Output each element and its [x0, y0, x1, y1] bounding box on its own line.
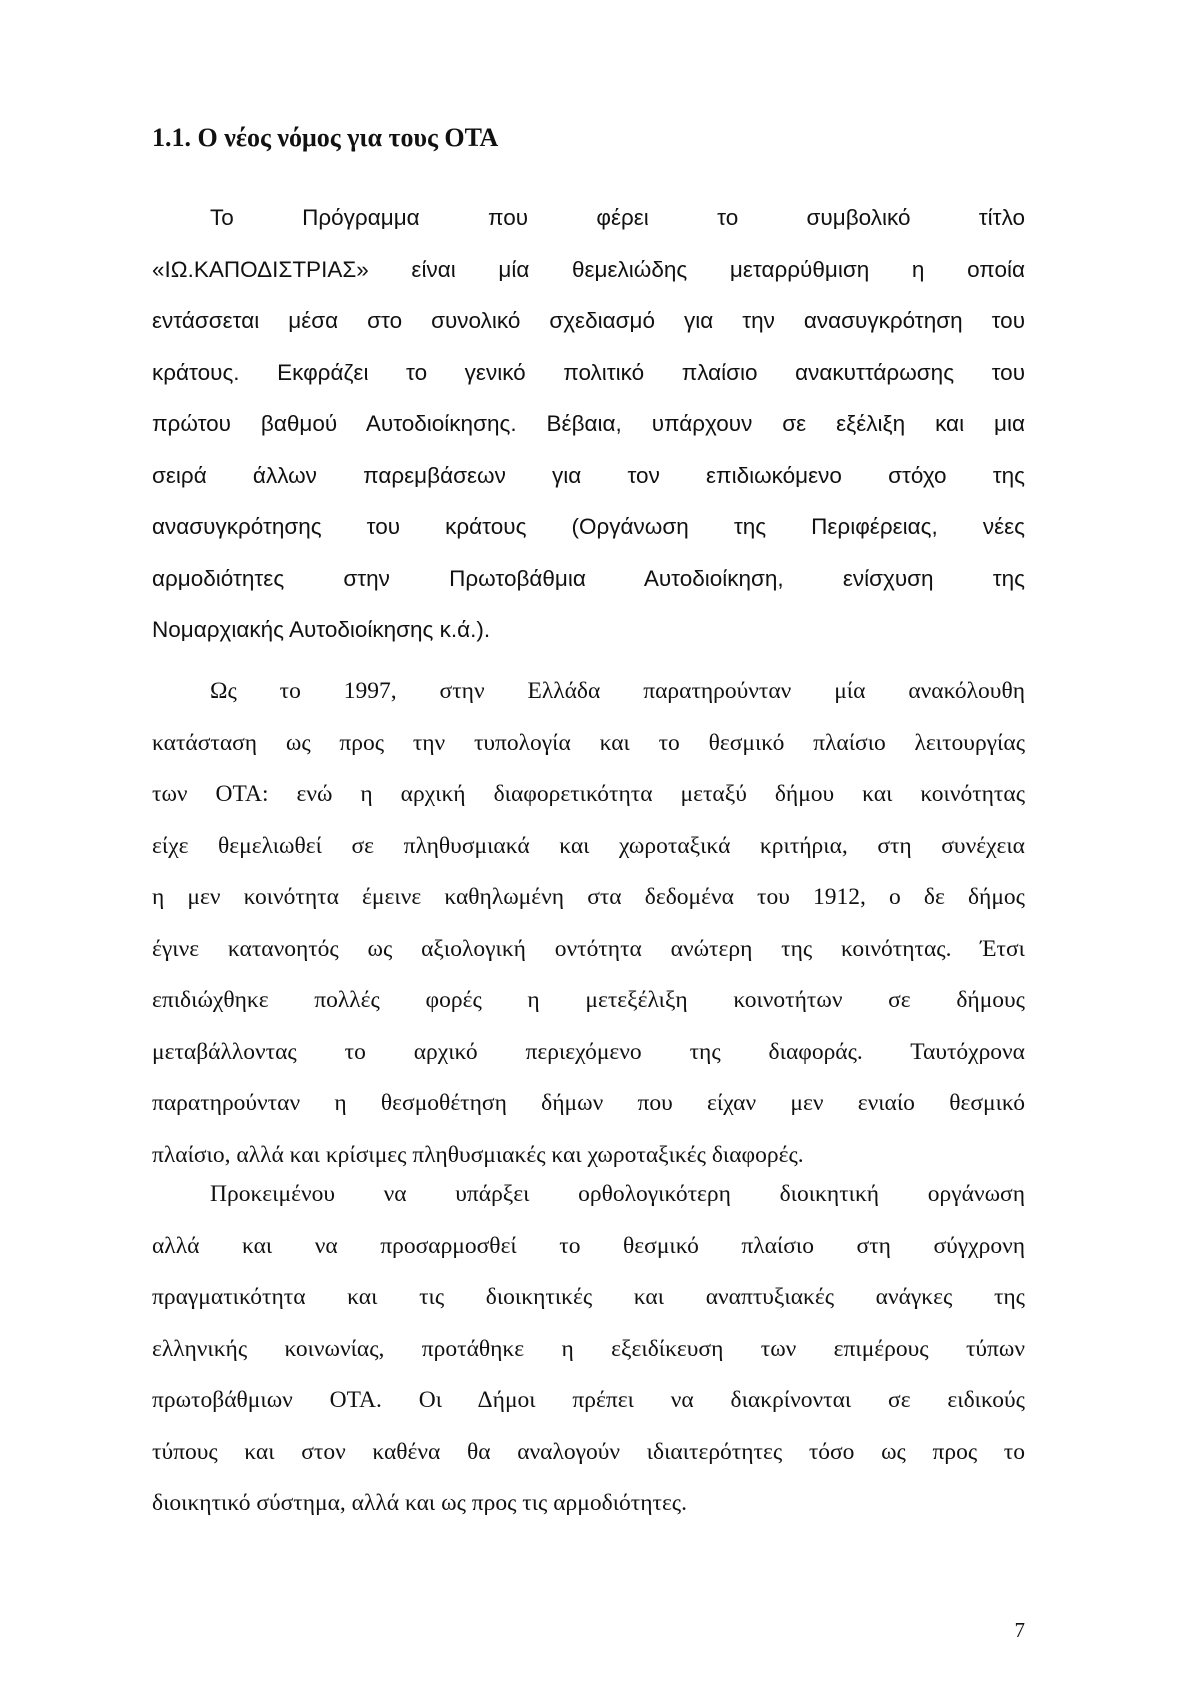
paragraph-line: πρωτοβάθμιων ΟΤΑ. Οι Δήμοι πρέπει να διακρίνονται σε ειδικούς — [152, 1387, 1025, 1413]
paragraph-line: είχε θεμελιωθεί σε πληθυσμιακά και χωροταξικά κριτήρια, στη συνέχεια — [152, 832, 1025, 859]
paragraph-line: επιδιώχθηκε πολλές φορές η μετεξέλιξη κοινοτήτων σε δήμους — [152, 987, 1025, 1013]
paragraph-2 — [152, 666, 1025, 1181]
paragraph-line: πρώτου βαθμού Αυτοδιοίκησης. Βέβαια, υπάρχουν σε εξέλιξη και μια — [152, 411, 1025, 436]
paragraph-line: μεταβάλλοντας το αρχικό περιεχόμενο της διαφοράς. Ταυτόχρονα — [152, 1038, 1025, 1065]
paragraph-line: Νομαρχιακής Αυτοδιοίκησης κ.ά.). — [152, 617, 491, 642]
paragraph-line: πραγματικότητα και τις διοικητικές και αναπτυξιακές ανάγκες της — [152, 1284, 1025, 1310]
paragraph-line: ανασυγκρότησης του κράτους (Οργάνωση της Περιφέρειας, νέες — [152, 514, 1025, 539]
paragraph-line: Προκειμένου να υπάρξει ορθολογικότερη διοικητική οργάνωση — [210, 1181, 1025, 1207]
paragraph-line: κράτους. Εκφράζει το γενικό πολιτικό πλαίσιο ανακυττάρωσης του — [152, 359, 1025, 385]
paragraph-line: των ΟΤΑ: ενώ η αρχική διαφορετικότητα μεταξύ δήμου και κοινότητας — [152, 781, 1025, 807]
section-heading: 1.1. Ο νέος νόμος για τους ΟΤΑ — [152, 123, 499, 152]
paragraph-line: αρμοδιότητες στην Πρωτοβάθμια Αυτοδιοίκηση, ενίσχυση της — [152, 565, 1025, 591]
paragraph-line: πλαίσιο, αλλά και κρίσιμες πληθυσμιακές και χωροταξικές διαφορές. — [152, 1141, 804, 1168]
paragraph-3 — [152, 1169, 1025, 1530]
page-number: 7 — [1014, 1618, 1025, 1642]
paragraph-line: διοικητικό σύστημα, αλλά και ως προς τις αρμοδιότητες. — [152, 1490, 687, 1516]
paragraph-line: εντάσσεται μέσα στο συνολικό σχεδιασμό για την ανασυγκρότηση του — [152, 308, 1025, 333]
paragraph-line: Ως το 1997, στην Ελλάδα παρατηρούνταν μία ανακόλουθη — [210, 678, 1025, 704]
paragraph-line: ελληνικής κοινωνίας, προτάθηκε η εξειδίκευση των επιμέρους τύπων — [152, 1335, 1025, 1362]
paragraph-line: αλλά και να προσαρμοσθεί το θεσμικό πλαίσιο στη σύγχρονη — [152, 1232, 1025, 1259]
paragraph-line: «ΙΩ.ΚΑΠΟΔΙΣΤΡΙΑΣ» είναι μία θεμελιώδης μεταρρύθμιση η οποία — [152, 256, 1025, 282]
paragraph-line: έγινε κατανοητός ως αξιολογική οντότητα ανώτερη της κοινότητας. Έτσι — [152, 935, 1025, 962]
paragraph-line: παρατηρούνταν η θεσμοθέτηση δήμων που είχαν μεν ενιαίο θεσμικό — [152, 1090, 1025, 1116]
paragraph-line: τύπους και στον καθένα θα αναλογούν ιδιαιτερότητες τόσο ως προς το — [152, 1438, 1025, 1465]
paragraph-line: κατάσταση ως προς την τυπολογία και το θεσμικό πλαίσιο λειτουργίας — [152, 729, 1025, 756]
paragraph-line: Το Πρόγραμμα που φέρει το συμβολικό τίτλο — [210, 205, 1025, 230]
paragraph-1 — [152, 192, 1025, 656]
paragraph-line: η μεν κοινότητα έμεινε καθηλωμένη στα δεδομένα του 1912, ο δε δήμος — [152, 884, 1025, 910]
paragraph-line: σειρά άλλων παρεμβάσεων για τον επιδιωκόμενο στόχο της — [152, 462, 1025, 488]
